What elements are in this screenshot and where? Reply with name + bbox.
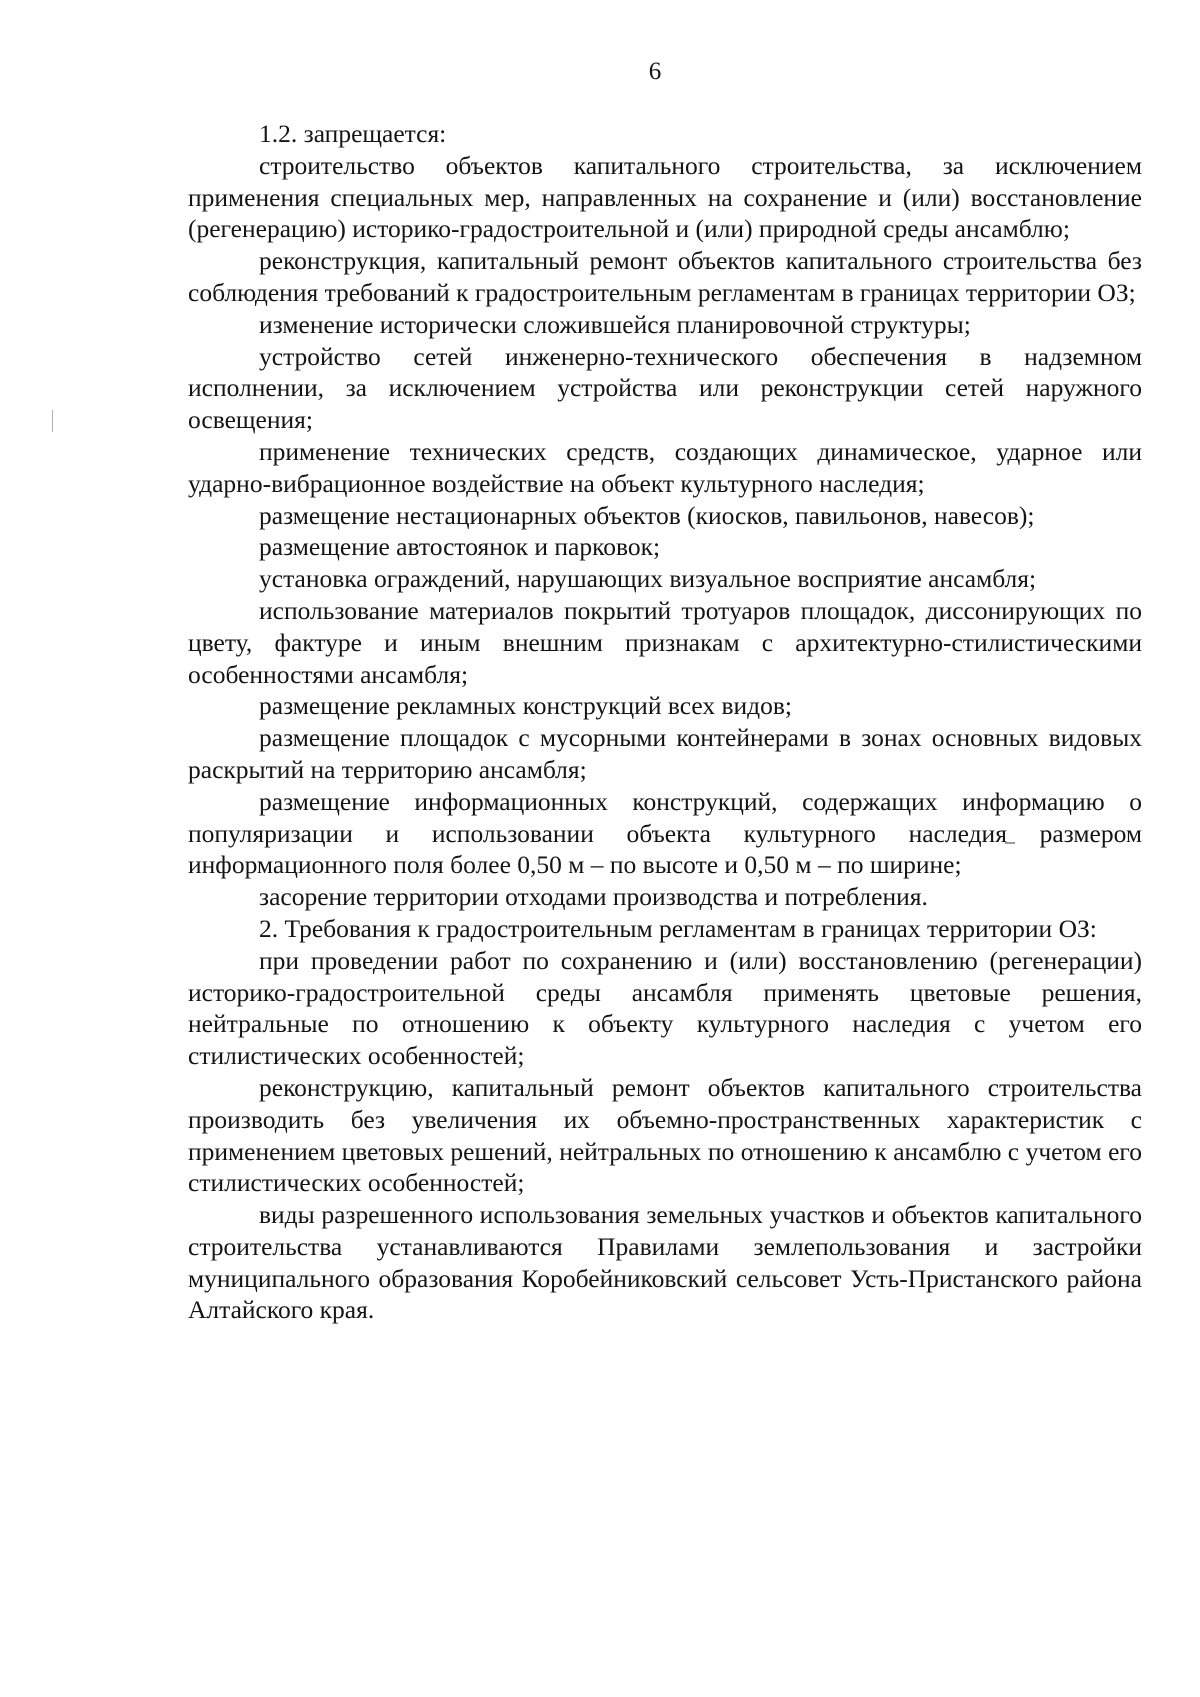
- prohibition-item: размещение рекламных конструкций всех видов;: [259, 691, 793, 721]
- section-heading-1-2: 1.2. запрещается:: [259, 119, 447, 148]
- prohibition-item: размещение автостоянок и парковок;: [259, 532, 661, 562]
- prohibition-item: размещение нестационарных объектов (киосков, павильонов, навесов);: [259, 500, 1035, 530]
- scan-margin-mark: [52, 410, 53, 432]
- page-number: 6: [648, 58, 662, 85]
- prohibition-item: установка ограждений, нарушающих визуальное восприятие ансамбля;: [259, 564, 1037, 594]
- prohibition-item: строительство объектов капитального строительства, за исключением применения специальных мер, направленных на сохранение и (или) восстановление (регенерацию) историко-градостроительной и (или) природной среды ансамблю;: [188, 150, 1142, 244]
- requirement-item: виды разрешенного использования земельных участков и объектов капитального строительства устанавливаются Правилами землепользования и застройки муниципального образования Коробейниковский сельсовет Усть-Пристанского района Алтайского края.: [188, 1200, 1142, 1325]
- section-heading-2: 2. Требования к градостроительным регламентам в границах территории ОЗ:: [259, 913, 1097, 943]
- prohibition-item: устройство сетей инженерно-технического обеспечения в надземном исполнении, за исключением устройства или реконструкции сетей наружного освещения;: [188, 341, 1142, 435]
- prohibition-item: использование материалов покрытий тротуаров площадок, диссонирующих по цвету, фактуре и иным внешним признакам с архитектурно-стилистическими особенностями ансамбля;: [188, 595, 1142, 689]
- prohibition-item: засорение территории отходами производства и потребления.: [259, 882, 928, 912]
- prohibition-item: изменение исторически сложившейся планировочной структуры;: [259, 309, 971, 339]
- prohibition-item: реконструкция, капитальный ремонт объектов капитального строительства без соблюдения требований к градостроительным регламентам в границах территории ОЗ;: [188, 246, 1142, 307]
- prohibition-item: размещение площадок с мусорными контейнерами в зонах основных видовых раскрытий на территорию ансамбля;: [188, 723, 1142, 784]
- requirement-item: при проведении работ по сохранению и (или) восстановлению (регенерации) историко-градостроительной среды ансамбля применять цветовые решения, нейтральные по отношению к объекту культурного наследия с учетом его стилистических особенностей;: [188, 945, 1142, 1071]
- requirement-item: реконструкцию, капитальный ремонт объектов капитального строительства производить без увеличения их объемно-пространственных характеристик с применением цветовых решений, нейтральных по отношению к ансамблю с учетом его стилистических особенностей;: [188, 1072, 1142, 1198]
- prohibition-item: размещение информационных конструкций, содержащих информацию о популяризации и использовании объекта культурного наследия размером информационного поля более 0,50 м – по высоте и 0,50 м – по ширине;: [188, 786, 1142, 880]
- prohibition-item: применение технических средств, создающих динамическое, ударное или ударно-вибрационное воздействие на объект культурного наследия;: [188, 436, 1142, 498]
- document-body: [188, 118, 1142, 1326]
